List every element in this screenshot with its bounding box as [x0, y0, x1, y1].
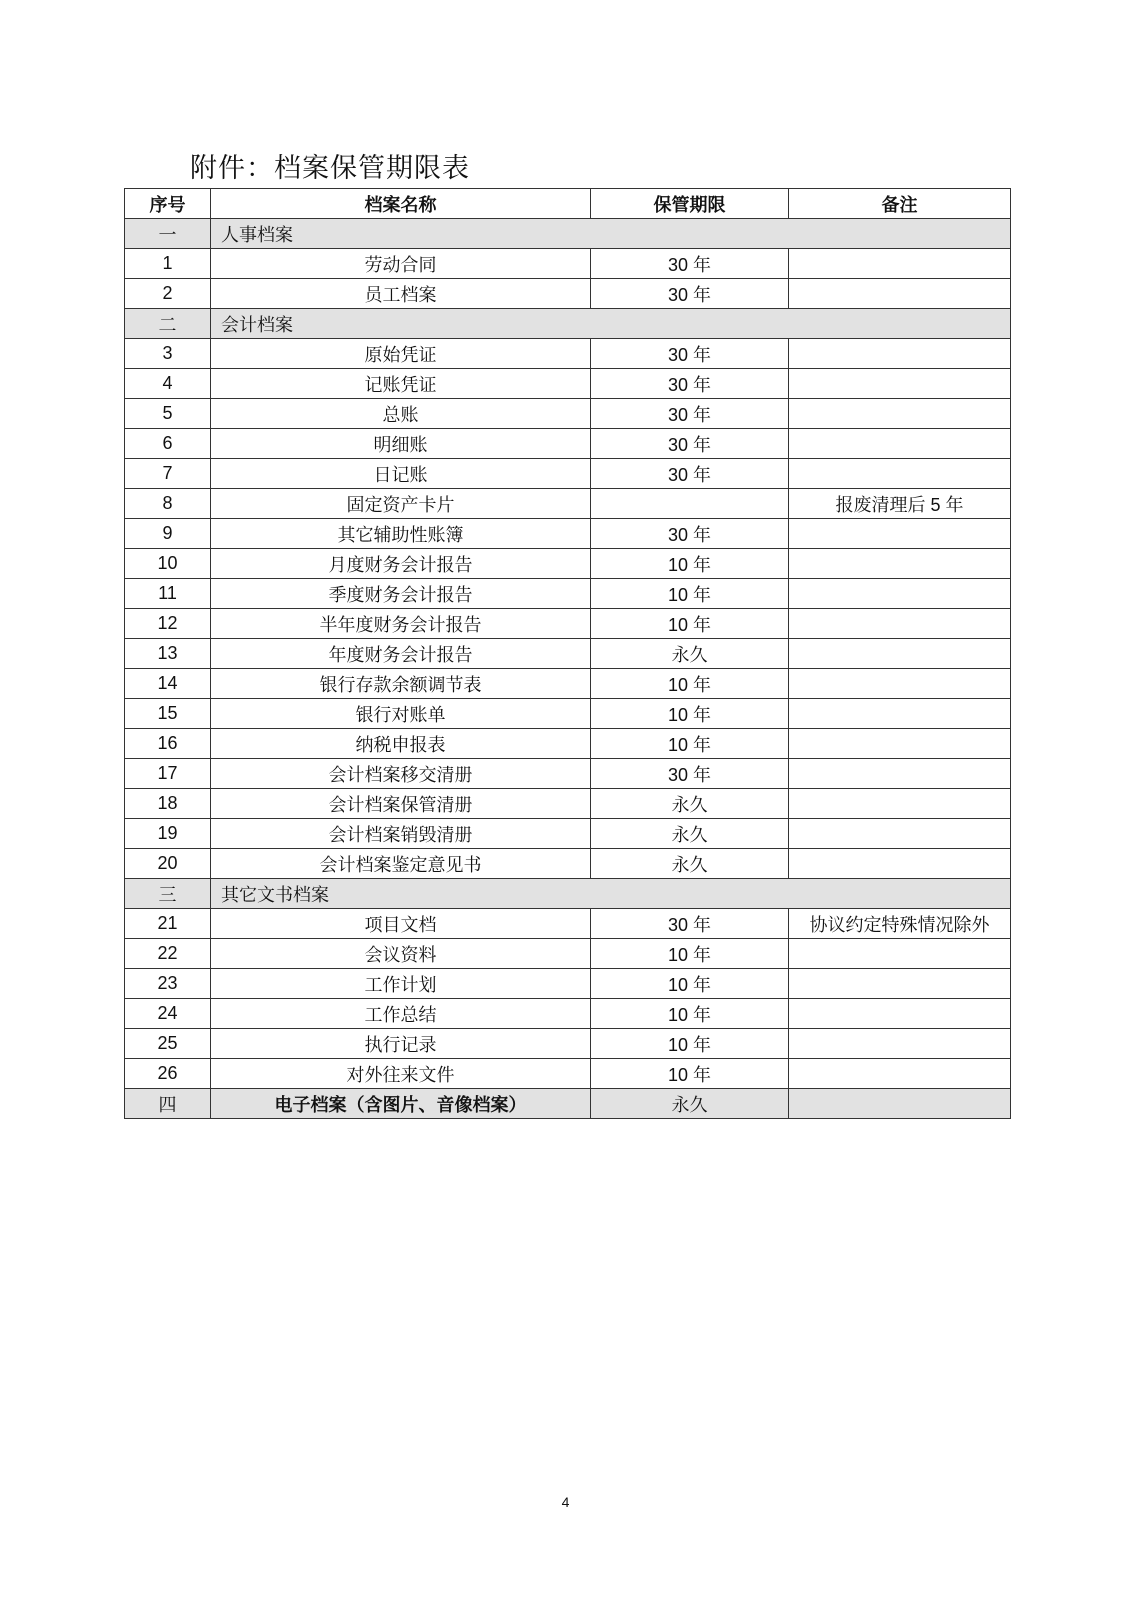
retention-period: 30 年	[591, 249, 789, 279]
header-name: 档案名称	[211, 189, 591, 219]
table-body	[125, 219, 1011, 1119]
table-row	[125, 999, 1011, 1029]
table-row	[125, 369, 1011, 399]
row-number: 11	[125, 579, 211, 609]
table-header-row	[125, 189, 1011, 219]
table-row	[125, 789, 1011, 819]
retention-period: 永久	[591, 639, 789, 669]
row-note	[789, 429, 1011, 459]
table-row	[125, 279, 1011, 309]
row-note	[789, 579, 1011, 609]
row-note	[789, 279, 1011, 309]
table-row	[125, 519, 1011, 549]
section-row	[125, 309, 1011, 339]
retention-period: 10 年	[591, 1059, 789, 1089]
row-number: 17	[125, 759, 211, 789]
table-row	[125, 549, 1011, 579]
row-note	[789, 699, 1011, 729]
retention-period: 30 年	[591, 339, 789, 369]
retention-period: 永久	[591, 789, 789, 819]
section-row	[125, 879, 1011, 909]
table-row	[125, 939, 1011, 969]
table-row	[125, 969, 1011, 999]
row-note: 报废清理后 5 年	[789, 489, 1011, 519]
row-note: 协议约定特殊情况除外	[789, 909, 1011, 939]
row-note	[789, 759, 1011, 789]
row-number: 24	[125, 999, 211, 1029]
row-number: 22	[125, 939, 211, 969]
retention-period: 30 年	[591, 909, 789, 939]
archive-name: 会计档案销毁清册	[211, 819, 591, 849]
table-row	[125, 249, 1011, 279]
row-note	[789, 549, 1011, 579]
archive-name: 对外往来文件	[211, 1059, 591, 1089]
archive-name: 月度财务会计报告	[211, 549, 591, 579]
row-number: 14	[125, 669, 211, 699]
retention-period: 永久	[591, 1089, 789, 1119]
retention-period: 10 年	[591, 549, 789, 579]
row-note	[789, 1089, 1011, 1119]
retention-period: 10 年	[591, 729, 789, 759]
section-title: 会计档案	[211, 309, 1011, 339]
archive-name: 会计档案移交清册	[211, 759, 591, 789]
archive-name: 员工档案	[211, 279, 591, 309]
archive-name: 劳动合同	[211, 249, 591, 279]
archive-name: 半年度财务会计报告	[211, 609, 591, 639]
table-row	[125, 729, 1011, 759]
archive-name: 会计档案保管清册	[211, 789, 591, 819]
row-note	[789, 969, 1011, 999]
row-note	[789, 789, 1011, 819]
document-title: 附件：档案保管期限表	[190, 153, 470, 184]
table-row	[125, 579, 1011, 609]
row-number: 25	[125, 1029, 211, 1059]
table-row	[125, 819, 1011, 849]
archive-name: 年度财务会计报告	[211, 639, 591, 669]
archive-name: 其它辅助性账簿	[211, 519, 591, 549]
header-period: 保管期限	[591, 189, 789, 219]
row-number: 13	[125, 639, 211, 669]
table-row	[125, 339, 1011, 369]
retention-period: 10 年	[591, 969, 789, 999]
retention-period: 永久	[591, 819, 789, 849]
archive-name: 记账凭证	[211, 369, 591, 399]
row-note	[789, 669, 1011, 699]
retention-period: 30 年	[591, 369, 789, 399]
row-number: 26	[125, 1059, 211, 1089]
archive-name: 纳税申报表	[211, 729, 591, 759]
row-number: 20	[125, 849, 211, 879]
row-number: 9	[125, 519, 211, 549]
archive-name: 项目文档	[211, 909, 591, 939]
retention-period: 30 年	[591, 519, 789, 549]
archive-name: 银行对账单	[211, 699, 591, 729]
archive-name: 工作总结	[211, 999, 591, 1029]
row-number: 19	[125, 819, 211, 849]
retention-period: 10 年	[591, 999, 789, 1029]
table-row	[125, 609, 1011, 639]
table-row	[125, 639, 1011, 669]
section-title: 人事档案	[211, 219, 1011, 249]
section-number: 四	[125, 1089, 211, 1119]
retention-period: 永久	[591, 849, 789, 879]
archive-name: 银行存款余额调节表	[211, 669, 591, 699]
row-number: 3	[125, 339, 211, 369]
section-title: 其它文书档案	[211, 879, 1011, 909]
retention-period: 10 年	[591, 669, 789, 699]
row-note	[789, 849, 1011, 879]
retention-period	[591, 489, 789, 519]
section-number: 二	[125, 309, 211, 339]
row-note	[789, 249, 1011, 279]
row-note	[789, 609, 1011, 639]
table-row	[125, 909, 1011, 939]
table-row	[125, 399, 1011, 429]
archive-name: 会议资料	[211, 939, 591, 969]
electronic-archive-row	[125, 1089, 1011, 1119]
row-number: 5	[125, 399, 211, 429]
header-num: 序号	[125, 189, 211, 219]
section-row	[125, 219, 1011, 249]
row-number: 23	[125, 969, 211, 999]
row-note	[789, 1059, 1011, 1089]
retention-period: 10 年	[591, 939, 789, 969]
table-row	[125, 1059, 1011, 1089]
row-number: 4	[125, 369, 211, 399]
retention-period: 30 年	[591, 399, 789, 429]
row-number: 7	[125, 459, 211, 489]
archive-name: 固定资产卡片	[211, 489, 591, 519]
archive-name: 明细账	[211, 429, 591, 459]
retention-period: 30 年	[591, 459, 789, 489]
section-number: 一	[125, 219, 211, 249]
archive-name: 执行记录	[211, 1029, 591, 1059]
page-number: 4	[561, 1494, 570, 1510]
archive-name: 电子档案（含图片、音像档案）	[211, 1089, 591, 1119]
archive-name: 总账	[211, 399, 591, 429]
row-note	[789, 339, 1011, 369]
archive-name: 工作计划	[211, 969, 591, 999]
row-number: 2	[125, 279, 211, 309]
table-row	[125, 429, 1011, 459]
retention-period: 10 年	[591, 1029, 789, 1059]
row-note	[789, 819, 1011, 849]
retention-period: 10 年	[591, 609, 789, 639]
retention-period: 30 年	[591, 279, 789, 309]
header-note: 备注	[789, 189, 1011, 219]
retention-period: 10 年	[591, 579, 789, 609]
row-note	[789, 369, 1011, 399]
archive-name: 季度财务会计报告	[211, 579, 591, 609]
row-note	[789, 1029, 1011, 1059]
retention-period: 30 年	[591, 759, 789, 789]
table-row	[125, 669, 1011, 699]
table-row	[125, 759, 1011, 789]
archive-name: 日记账	[211, 459, 591, 489]
row-number: 6	[125, 429, 211, 459]
row-number: 8	[125, 489, 211, 519]
row-note	[789, 999, 1011, 1029]
row-note	[789, 939, 1011, 969]
row-number: 18	[125, 789, 211, 819]
row-note	[789, 729, 1011, 759]
table-row	[125, 489, 1011, 519]
archive-name: 会计档案鉴定意见书	[211, 849, 591, 879]
row-number: 21	[125, 909, 211, 939]
retention-period: 10 年	[591, 699, 789, 729]
row-note	[789, 399, 1011, 429]
section-number: 三	[125, 879, 211, 909]
row-note	[789, 639, 1011, 669]
row-note	[789, 459, 1011, 489]
table-row	[125, 849, 1011, 879]
row-number: 1	[125, 249, 211, 279]
retention-table	[124, 188, 1011, 1119]
table-row	[125, 1029, 1011, 1059]
row-number: 12	[125, 609, 211, 639]
row-number: 10	[125, 549, 211, 579]
archive-name: 原始凭证	[211, 339, 591, 369]
retention-period: 30 年	[591, 429, 789, 459]
row-note	[789, 519, 1011, 549]
row-number: 16	[125, 729, 211, 759]
row-number: 15	[125, 699, 211, 729]
table-row	[125, 699, 1011, 729]
table-row	[125, 459, 1011, 489]
